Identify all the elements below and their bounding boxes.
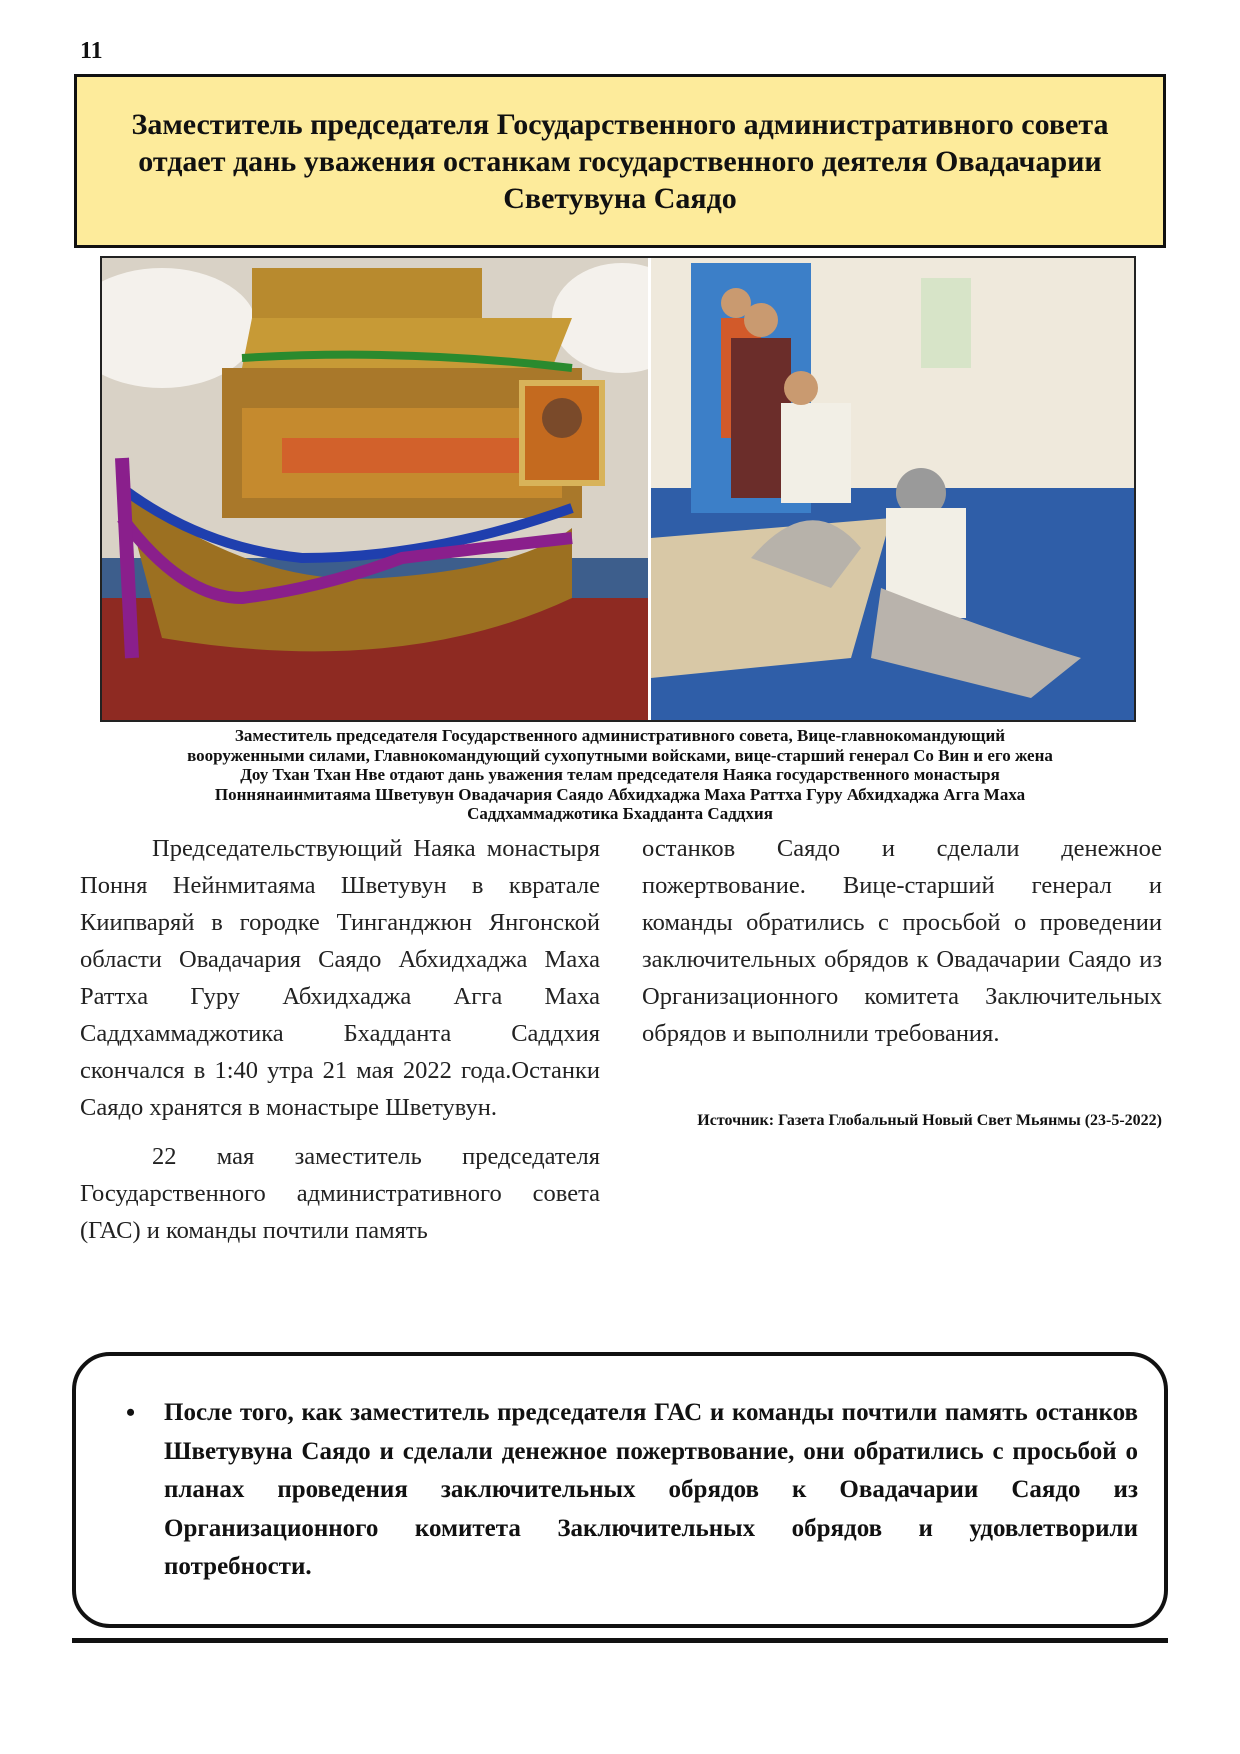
article-column-left [80, 830, 600, 1249]
page-number: 11 [80, 38, 103, 64]
bullet-icon: • [126, 1398, 136, 1427]
article-paragraph: 22 мая заместитель председателя Государственного административного совета (ГАС) и команды почтили память [80, 1143, 600, 1244]
page-title: Заместитель председателя Государственного административного совета отдает дань уважения останкам государственного деятеля Овадачарии Светувуна Саядо [131, 107, 1109, 215]
summary-text: После того, как заместитель председателя ГАС и команды почтили память останков Шветувуна Саядо и сделали денежное пожертвование, они обратились с просьбой о планах проведения заключительных обрядов к Овадачарии Саядо из Организационного комитета Заключительных обрядов и удовлетворили потребности. [164, 1399, 1138, 1580]
coffin-photo-illustration [102, 258, 650, 720]
summary-box [72, 1352, 1168, 1628]
bottom-divider [72, 1638, 1168, 1643]
photo-frame [100, 256, 1136, 722]
photo-caption [80, 726, 1160, 824]
caption-line: Саддхаммаджотика Бхадданта Саддхия [467, 804, 773, 823]
caption-line: Доу Тхан Тхан Нве отдают дань уважения телам председателя Наяка государственного монастыря [240, 765, 1000, 784]
worship-photo-illustration [651, 258, 1134, 720]
photo-gilded-coffin [102, 258, 651, 720]
source-note: Источник: Газета Глобальный Новый Свет Мьянмы (23-5-2022) [697, 1112, 1162, 1129]
caption-line: Поннянаинмитаяма Шветувун Овадачария Саядо Абхидхаджа Маха Раттха Гуру Абхидхаджа Агга Маха [214, 784, 1026, 804]
article-paragraph: останков Саядо и сделали денежное пожертвование. Вице-старший генерал и команды обратились с просьбой о проведении заключительных обрядов к Овадачарии Саядо из Организационного комитета Заключительных обрядов и выполнили требования. [642, 835, 1162, 1047]
article-paragraph: Председательствующий Наяка монастыря Поння Нейнмитаяма Шветувун в квратале Киипваряй в городке Тинганджюн Янгонской области Овадачария Саядо Абхидхаджа Маха Раттха Гуру Абхидхаджа Агга Маха Саддхаммаджотика Бхадданта Саддхия скончался в 1:40 утра 21 мая 2022 года.Останки Саядо хранятся в монастыре Шветувун. [80, 835, 600, 1121]
title-box [74, 74, 1166, 248]
caption-line: Заместитель председателя Государственного административного совета, Вице-главнокомандующий [234, 726, 1006, 745]
caption-line: вооруженными силами, Главнокомандующий сухопутными войсками, вице-старший генерал Со Вин и его жена [187, 745, 1053, 765]
article-column-right [642, 830, 1162, 1052]
photo-paying-respects [651, 258, 1134, 720]
